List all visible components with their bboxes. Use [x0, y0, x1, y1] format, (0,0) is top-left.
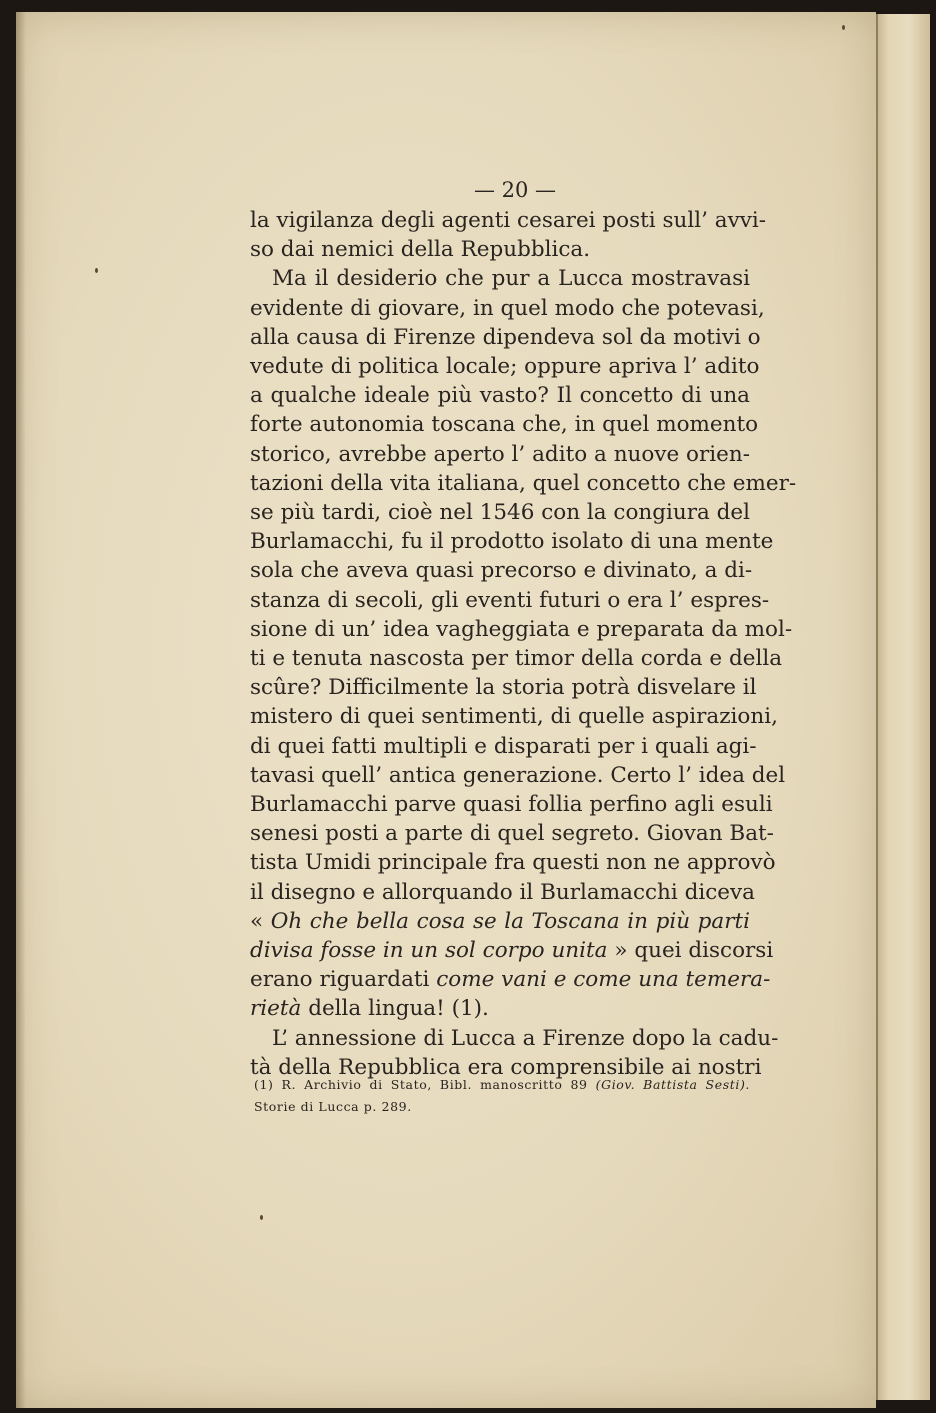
quote-line: [250, 994, 750, 1023]
text-line: sione di un’ idea vagheggiata e preparata da mol-: [250, 616, 793, 642]
quote-plain: della lingua! (1).: [308, 996, 489, 1022]
text-line: tazioni della vita italiana, quel concetto che emer-: [250, 470, 797, 496]
text-line: so dai nemici della Repubblica.: [250, 237, 591, 263]
text-line: alla causa di Firenze dipendeva sol da motivi o: [250, 324, 761, 350]
paper-speck: [95, 268, 98, 273]
paper-speck: [260, 1215, 263, 1220]
text-line: Burlamacchi, fu il prodotto isolato di una mente: [250, 529, 774, 555]
text-line: Burlamacchi parve quasi follia perfino agli esuli: [250, 792, 773, 818]
text-line: scûre? Difficilmente la storia potrà disvelare il: [250, 675, 757, 701]
quote-italic: Oh che bella cosa se la Toscana in più parti: [270, 908, 750, 934]
quote-italic: come vani e come una temera-: [436, 967, 771, 993]
next-page-edge: [876, 14, 930, 1400]
text-line: tà della Repubblica era comprensibile ai nostri: [250, 1054, 762, 1080]
quote-open: «: [250, 908, 264, 934]
text-line: Ma il desiderio che pur a Lucca mostravasi: [272, 266, 750, 292]
text-line: a qualche ideale più vasto? Il concetto di una: [250, 383, 750, 409]
text-line: evidente di giovare, in quel modo che potevasi,: [250, 295, 765, 321]
text-line: forte autonomia toscana che, in quel momento: [250, 412, 759, 438]
footnote-italic: (Giov. Battista Sesti).: [595, 1077, 751, 1092]
footnote-plain: (1) R. Archivio di Stato, Bibl. manoscritto 89: [254, 1077, 588, 1092]
paper-speck: [842, 25, 845, 30]
quote-line: [250, 907, 750, 936]
text-line: stanza di secoli, gli eventi futuri o era l’ espres-: [250, 587, 770, 613]
text-line: L’ annessione di Lucca a Firenze dopo la cadu-: [272, 1025, 779, 1051]
text-line: ti e tenuta nascosta per timor della corda e della: [250, 646, 783, 672]
quote-close: »: [614, 938, 628, 964]
quote-italic: divisa fosse in un sol corpo unita: [250, 938, 608, 964]
text-line: sola che aveva quasi precorso e divinato, a di-: [250, 558, 753, 584]
text-line: senesi posti a parte di quel segreto. Giovan Bat-: [250, 821, 774, 847]
text-line: la vigilanza degli agenti cesarei posti sull’ avvi-: [250, 208, 767, 233]
text-line: mistero di quei sentimenti, di quelle aspirazioni,: [250, 704, 778, 730]
text-line: il disegno e allorquando il Burlamacchi diceva: [250, 879, 755, 905]
quote-line: [250, 936, 774, 965]
footnote: [254, 1074, 750, 1118]
text-line: storico, avrebbe aperto l’ adito a nuove orien-: [250, 441, 750, 467]
footnote-line: [254, 1074, 750, 1096]
text-line: di quei fatti multipli e disparati per i quali agi-: [250, 733, 757, 759]
spine-shadow: [16, 12, 26, 1408]
text-line: se più tardi, cioè nel 1546 con la congiura del: [250, 500, 751, 526]
quote-plain: erano riguardati: [250, 967, 430, 993]
quote-line: [250, 965, 771, 994]
quote-italic: rietà: [250, 996, 302, 1022]
text-line: tista Umidi principale fra questi non ne approvò: [250, 850, 776, 876]
footnote-line: Storie di Lucca p. 289.: [254, 1099, 412, 1114]
body-text: [250, 206, 797, 1082]
quote-after: quei discorsi: [634, 938, 774, 964]
text-block: [250, 174, 797, 1082]
text-line: tavasi quell’ antica generazione. Certo l’ idea del: [250, 762, 786, 788]
text-line: vedute di politica locale; oppure apriva l’ adito: [250, 354, 760, 380]
page-number: — 20 —: [473, 178, 557, 202]
